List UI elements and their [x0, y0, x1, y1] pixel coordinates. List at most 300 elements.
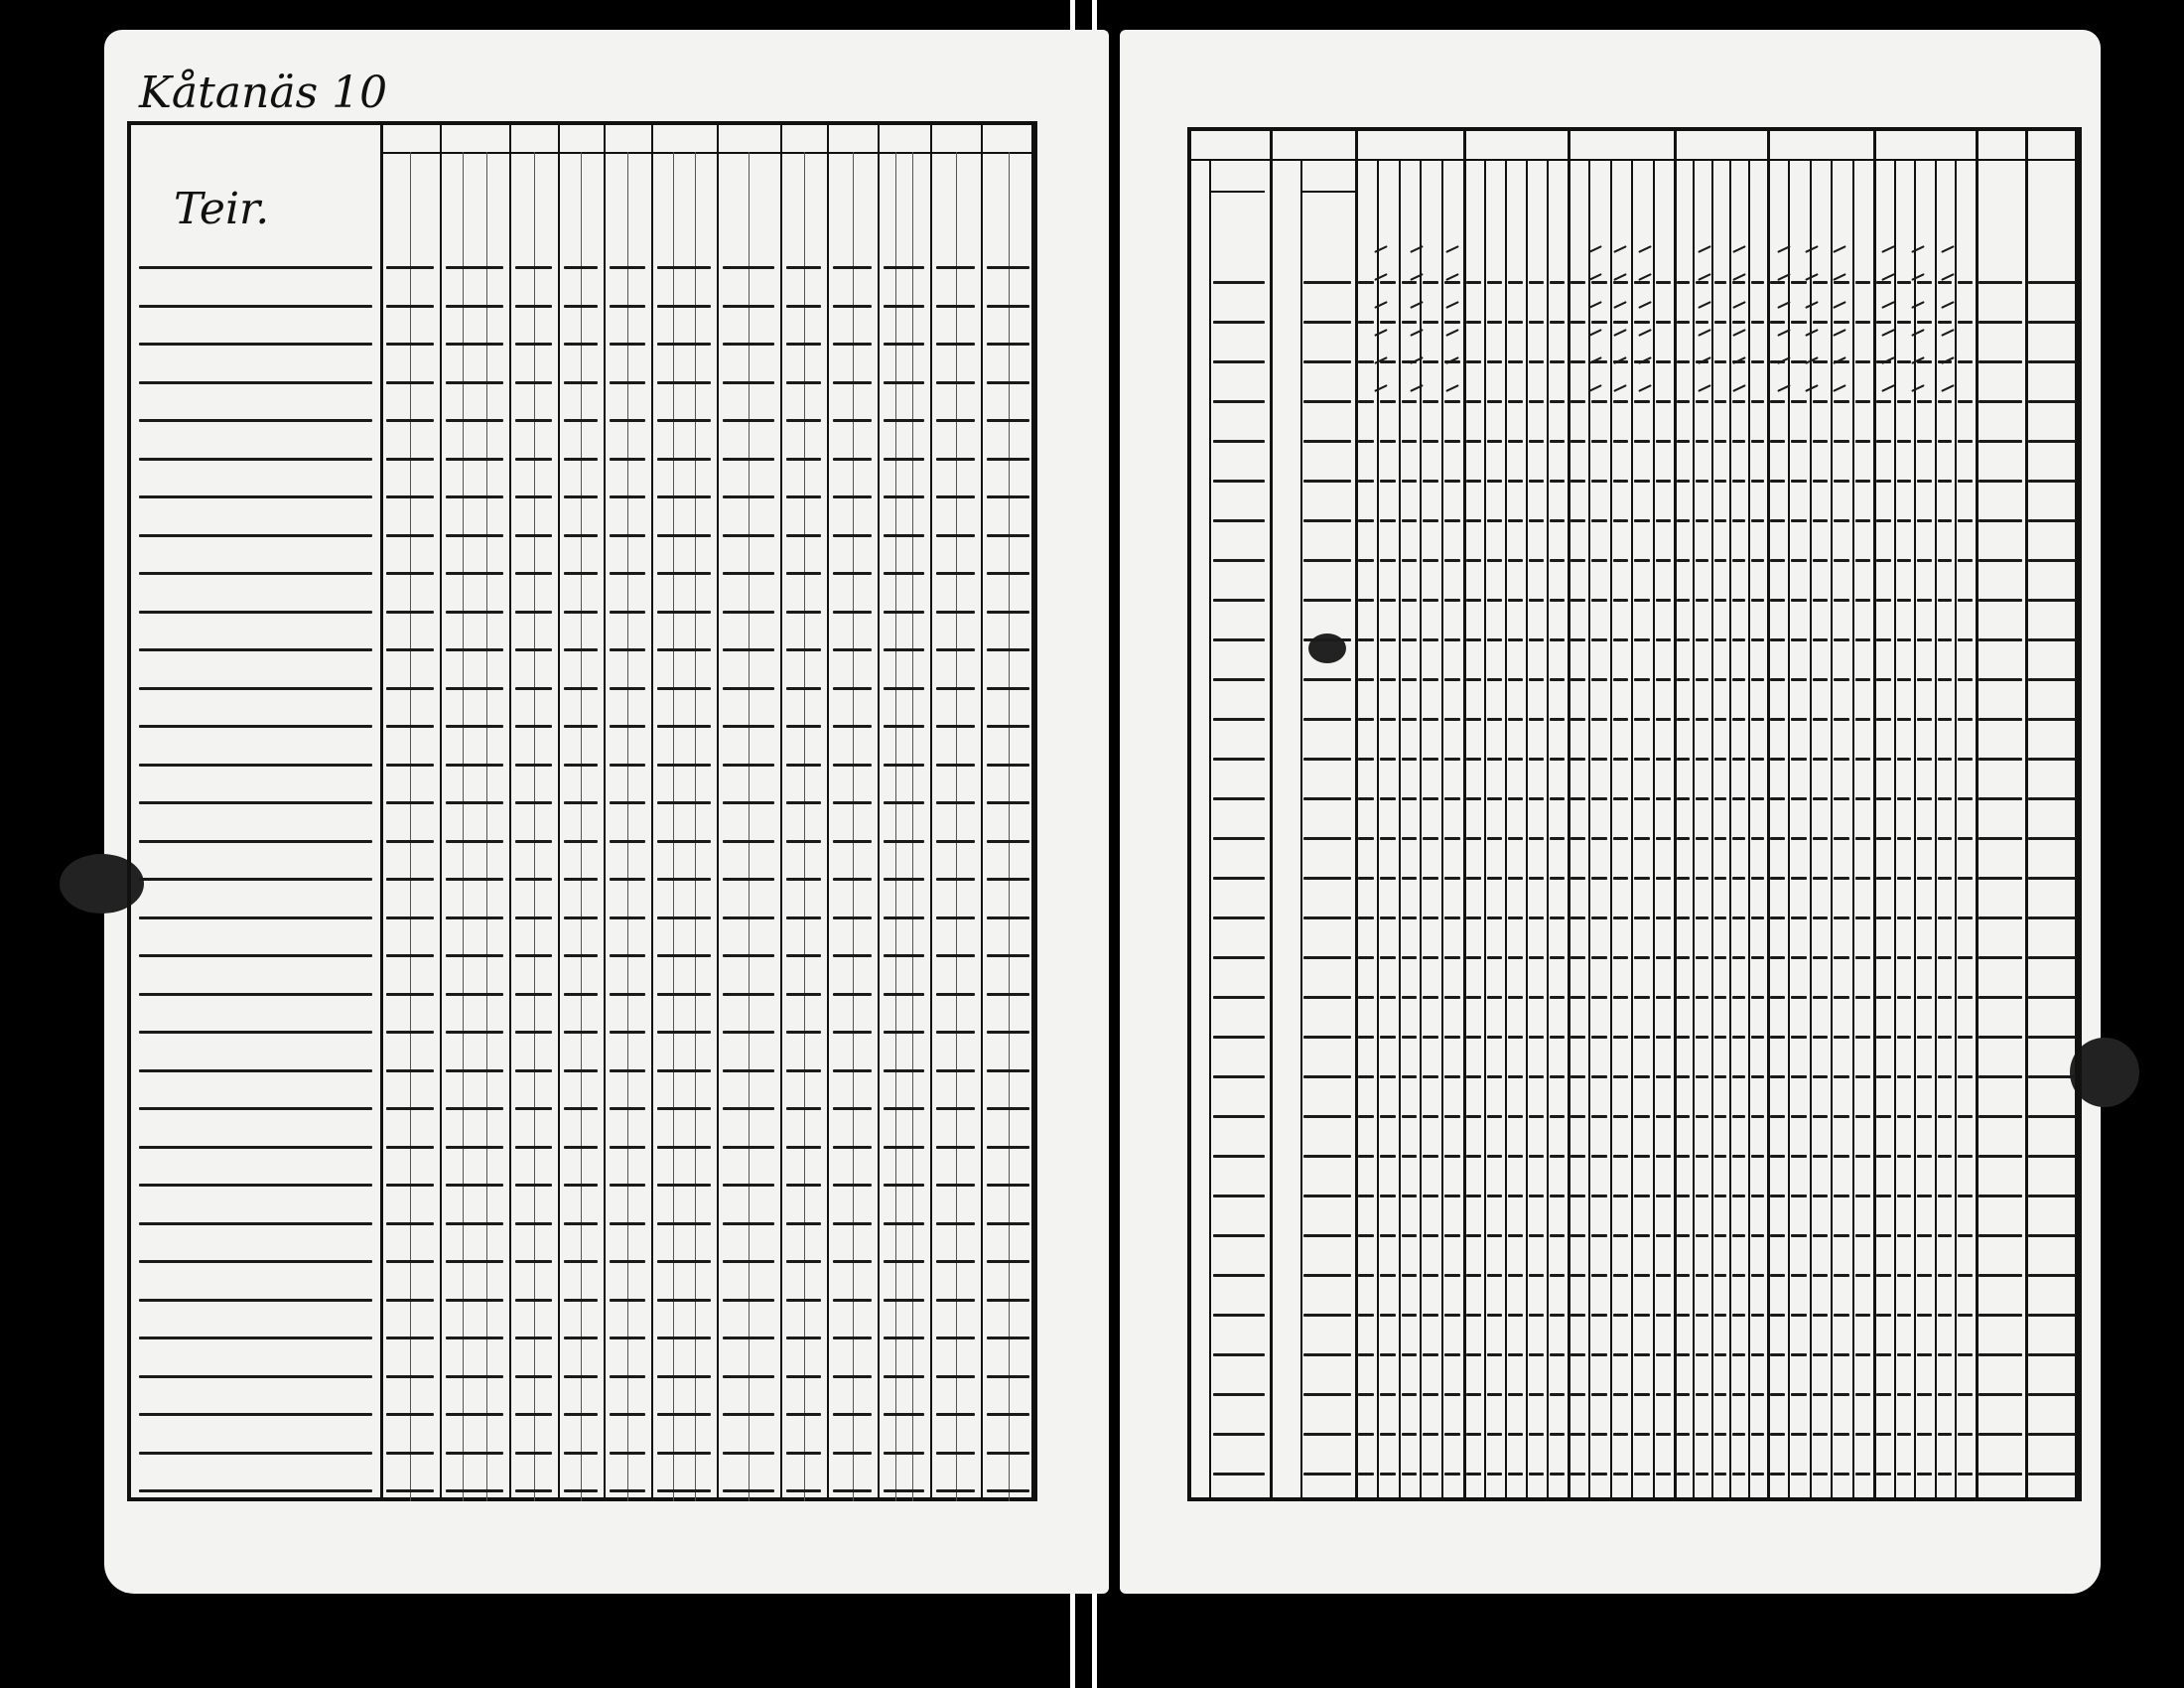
right-row-rule: [1402, 1195, 1418, 1197]
left-row-rule: [610, 1336, 645, 1339]
right-row-rule: [2028, 1234, 2076, 1237]
right-row-rule: [1487, 599, 1502, 602]
left-row-rule: [936, 1146, 975, 1149]
right-row-rule: [1487, 678, 1502, 681]
right-row-rule: [1696, 1115, 1708, 1118]
right-row-rule: [1487, 519, 1502, 522]
right-row-rule: [1979, 480, 2022, 483]
left-row-rule: [987, 1413, 1029, 1416]
right-row-rule-obiit: [1303, 916, 1351, 919]
left-row-rule: [657, 687, 711, 690]
right-row-rule: [1714, 956, 1727, 959]
left-row-rule: [723, 764, 774, 767]
right-row-rule: [1466, 837, 1481, 840]
right-row-rule: [1677, 996, 1690, 999]
right-row-rule: [1613, 678, 1628, 681]
right-row-rule: [1696, 956, 1708, 959]
left-row-rule: [657, 993, 711, 996]
right-row-rule: [1791, 797, 1806, 800]
left-row-rule: [987, 266, 1029, 269]
right-row-rule: [1855, 1195, 1870, 1197]
left-row-rule: [786, 993, 821, 996]
right-row-rule: [1770, 916, 1785, 919]
right-row-rule: [1570, 1433, 1585, 1436]
right-row-rule: [2028, 837, 2076, 840]
left-row-rule: [786, 343, 821, 346]
left-col-divider: [930, 121, 932, 1501]
left-row-rule: [936, 343, 975, 346]
right-row-rule: [1876, 758, 1891, 761]
left-row-rule: [884, 419, 924, 422]
year-subcol-divider: [1729, 159, 1731, 1501]
right-row-rule: [1677, 956, 1690, 959]
left-row-rule: [657, 266, 711, 269]
right-row-rule: [1466, 1234, 1481, 1237]
right-row-rule: [1938, 718, 1953, 721]
left-row-rule: [515, 1452, 552, 1455]
right-row-rule: [1813, 440, 1828, 443]
right-row-rule: [1696, 1274, 1708, 1277]
left-row-rule: [936, 916, 975, 919]
right-row-rule: [1732, 638, 1745, 641]
left-row-rule-name: [139, 458, 372, 461]
right-row-rule: [1958, 281, 1973, 284]
right-row-rule: [1834, 1353, 1848, 1356]
right-row-rule: [1444, 1433, 1460, 1436]
right-row-rule: [1380, 1234, 1396, 1237]
left-row-rule: [936, 1299, 975, 1302]
right-row-rule: [1613, 1433, 1628, 1436]
left-row-rule-name: [139, 1452, 372, 1455]
right-row-rule: [1529, 678, 1544, 681]
left-row-rule: [723, 801, 774, 804]
left-row-rule: [515, 840, 552, 843]
left-row-rule: [564, 1069, 598, 1072]
right-row-rule: [1897, 440, 1912, 443]
left-row-rule: [386, 534, 434, 537]
left-row-rule: [564, 381, 598, 384]
right-row-rule: [1529, 1314, 1544, 1317]
right-row-rule: [1570, 1393, 1585, 1396]
right-row-rule: [1444, 678, 1460, 681]
left-row-rule: [833, 495, 872, 498]
left-row-rule: [446, 1452, 503, 1455]
left-row-rule: [723, 1299, 774, 1302]
right-row-rule: [1487, 916, 1502, 919]
left-row-rule: [446, 801, 503, 804]
right-row-rule: [2028, 758, 2076, 761]
left-row-rule: [833, 1260, 872, 1263]
left-row-rule: [884, 1146, 924, 1149]
left-row-rule: [723, 916, 774, 919]
right-row-rule: [1770, 1433, 1785, 1436]
right-row-rule: [1529, 837, 1544, 840]
left-row-rule: [564, 1184, 598, 1187]
right-row-rule: [1938, 797, 1953, 800]
right-row-rule: [1876, 1433, 1891, 1436]
right-row-rule: [1855, 877, 1870, 880]
right-row-rule: [1529, 1274, 1544, 1277]
right-row-rule: [1855, 718, 1870, 721]
right-row-rule: [1876, 916, 1891, 919]
right-row-rule: [1570, 758, 1585, 761]
left-row-rule: [936, 611, 975, 614]
right-row-rule: [1791, 877, 1806, 880]
right-row-rule: [1466, 797, 1481, 800]
right-row-rule: [1423, 996, 1438, 999]
right-row-rule: [1897, 1234, 1912, 1237]
right-row-rule: [1938, 480, 1953, 483]
right-row-rule: [1855, 1036, 1870, 1039]
left-row-rule-name: [139, 1184, 372, 1187]
right-row-rule: [1714, 400, 1727, 403]
left-row-rule: [987, 993, 1029, 996]
right-row-rule: [1714, 519, 1727, 522]
left-row-rule: [833, 534, 872, 537]
left-row-rule-name: [139, 878, 372, 881]
left-col-divider: [780, 121, 782, 1501]
left-row-rule: [884, 572, 924, 575]
right-row-rule: [1813, 797, 1828, 800]
right-row-rule: [1529, 758, 1544, 761]
left-row-rule: [515, 1222, 552, 1225]
right-row-rule: [1380, 916, 1396, 919]
left-row-rule-name: [139, 648, 372, 651]
right-row-rule: [1813, 1115, 1828, 1118]
right-row-rule: [2028, 559, 2076, 562]
right-row-rule: [1591, 1115, 1606, 1118]
right-row-rule: [1791, 718, 1806, 721]
right-row-rule: [1613, 1353, 1628, 1356]
left-row-rule: [723, 1489, 774, 1492]
right-row-rule: [1508, 956, 1523, 959]
right-row-rule: [1751, 956, 1764, 959]
right-row-rule: [1770, 718, 1785, 721]
right-row-rule: [1770, 480, 1785, 483]
right-row-rule: [1402, 638, 1418, 641]
right-row-rule: [1770, 599, 1785, 602]
right-row-rule: [1677, 797, 1690, 800]
right-row-rule: [1570, 916, 1585, 919]
right-row-rule: [1570, 559, 1585, 562]
right-row-rule: [1358, 1036, 1374, 1039]
right-row-rule: [2028, 678, 2076, 681]
right-row-rule: [1591, 877, 1606, 880]
right-row-rule: [1508, 1234, 1523, 1237]
right-row-rule-natus: [1213, 400, 1265, 403]
right-row-rule: [1508, 996, 1523, 999]
left-row-rule: [657, 916, 711, 919]
right-row-rule: [1487, 440, 1502, 443]
right-row-rule: [1656, 1473, 1671, 1476]
right-row-rule: [1677, 1036, 1690, 1039]
left-col-divider: [981, 121, 983, 1501]
right-row-rule: [1591, 480, 1606, 483]
right-row-rule: [1732, 400, 1745, 403]
right-row-rule: [1876, 1393, 1891, 1396]
right-row-rule: [1466, 599, 1481, 602]
right-row-rule: [1380, 1353, 1396, 1356]
natus-sub-divider: [1209, 159, 1211, 1501]
right-row-rule: [1958, 440, 1973, 443]
right-row-rule: [1958, 837, 1973, 840]
right-row-rule: [1714, 1274, 1727, 1277]
right-row-rule: [1402, 797, 1418, 800]
right-row-rule: [1732, 1473, 1745, 1476]
right-row-rule: [1958, 1274, 1973, 1277]
right-row-rule: [1444, 321, 1460, 324]
right-row-rule: [1358, 956, 1374, 959]
right-row-rule: [1732, 1115, 1745, 1118]
right-row-rule: [1732, 1036, 1745, 1039]
right-row-rule: [1770, 1036, 1785, 1039]
right-row-rule-obiit: [1303, 877, 1351, 880]
right-row-rule: [1402, 837, 1418, 840]
right-row-rule: [1714, 281, 1727, 284]
left-row-rule: [723, 1031, 774, 1034]
obiit-sub-rule: [1300, 191, 1356, 193]
right-row-rule: [1696, 996, 1708, 999]
left-row-rule: [833, 725, 872, 728]
right-row-rule: [1634, 599, 1649, 602]
right-row-rule: [1938, 1393, 1953, 1396]
right-row-rule: [1613, 1473, 1628, 1476]
right-row-rule: [1487, 758, 1502, 761]
right-row-rule: [1855, 996, 1870, 999]
right-row-rule: [1634, 1393, 1649, 1396]
right-row-rule: [1897, 638, 1912, 641]
right-row-rule: [1380, 1195, 1396, 1197]
left-row-rule: [446, 1260, 503, 1263]
left-row-rule: [657, 1222, 711, 1225]
right-row-rule: [1677, 1353, 1690, 1356]
right-row-rule: [1876, 718, 1891, 721]
right-row-rule: [1791, 956, 1806, 959]
left-col-divider: [509, 121, 511, 1501]
right-row-rule: [1714, 758, 1727, 761]
right-row-rule: [1591, 440, 1606, 443]
right-row-rule: [1876, 877, 1891, 880]
year-subcol-divider: [1788, 159, 1790, 1501]
right-row-rule: [1770, 758, 1785, 761]
right-row-rule: [1958, 1115, 1973, 1118]
right-row-rule: [1855, 837, 1870, 840]
left-row-rule-name: [139, 840, 372, 843]
left-row-rule: [564, 916, 598, 919]
left-row-rule: [446, 1375, 503, 1378]
right-row-rule: [1917, 797, 1932, 800]
right-row-rule-obiit: [1303, 758, 1351, 761]
right-row-rule: [1508, 1036, 1523, 1039]
right-row-rule: [1770, 1234, 1785, 1237]
right-row-rule: [1770, 1314, 1785, 1317]
right-row-rule: [1634, 1075, 1649, 1078]
right-row-rule: [1358, 400, 1374, 403]
right-row-rule: [1834, 559, 1848, 562]
right-row-rule: [1732, 480, 1745, 483]
left-row-rule: [515, 1146, 552, 1149]
right-row-rule: [1917, 1115, 1932, 1118]
right-row-rule: [1917, 1195, 1932, 1197]
right-row-rule: [1855, 1353, 1870, 1356]
left-row-rule: [564, 1413, 598, 1416]
right-row-rule-natus: [1213, 638, 1265, 641]
left-row-rule: [884, 266, 924, 269]
right-row-rule: [1444, 837, 1460, 840]
right-row-rule: [1791, 440, 1806, 443]
left-row-rule: [786, 1222, 821, 1225]
right-row-rule: [1917, 559, 1932, 562]
right-row-rule: [1791, 599, 1806, 602]
right-row-rule-obiit: [1303, 1314, 1351, 1317]
right-row-rule: [1423, 678, 1438, 681]
right-row-rule: [2028, 1195, 2076, 1197]
right-row-rule: [1876, 1314, 1891, 1317]
right-row-rule: [1466, 400, 1481, 403]
left-row-rule: [884, 916, 924, 919]
year-subcol-divider: [1505, 159, 1507, 1501]
right-row-rule: [1770, 1115, 1785, 1118]
left-row-rule: [884, 1336, 924, 1339]
right-row-rule: [1550, 758, 1565, 761]
right-row-rule: [1813, 559, 1828, 562]
left-row-rule: [833, 419, 872, 422]
left-row-rule: [936, 305, 975, 308]
right-row-rule: [1751, 1195, 1764, 1197]
right-row-rule: [1402, 519, 1418, 522]
right-row-rule: [1550, 559, 1565, 562]
right-row-rule: [1714, 1195, 1727, 1197]
left-row-rule: [564, 801, 598, 804]
left-row-rule: [610, 878, 645, 881]
right-row-rule: [1696, 718, 1708, 721]
right-row-rule: [1938, 559, 1953, 562]
left-row-rule: [833, 840, 872, 843]
left-row-rule: [515, 1069, 552, 1072]
left-row-rule: [723, 381, 774, 384]
right-row-rule: [1834, 1075, 1848, 1078]
left-col-divider: [878, 121, 880, 1501]
right-row-rule: [1529, 559, 1544, 562]
left-row-rule: [610, 1031, 645, 1034]
left-row-rule: [446, 1489, 503, 1492]
right-row-rule: [1466, 1353, 1481, 1356]
right-row-rule: [1358, 321, 1374, 324]
left-row-rule: [833, 916, 872, 919]
right-row-rule: [1656, 1393, 1671, 1396]
right-row-rule: [1402, 1433, 1418, 1436]
right-row-rule: [1714, 638, 1727, 641]
left-row-rule: [987, 878, 1029, 881]
right-row-rule: [1591, 559, 1606, 562]
right-row-rule: [1550, 360, 1565, 363]
right-row-rule: [1751, 1314, 1764, 1317]
left-row-rule: [936, 993, 975, 996]
right-row-rule: [2028, 1155, 2076, 1158]
right-row-rule-natus: [1213, 1433, 1265, 1436]
left-row-rule: [657, 725, 711, 728]
left-row-rule: [936, 1413, 975, 1416]
right-row-rule: [1876, 480, 1891, 483]
left-row-rule: [987, 534, 1029, 537]
right-row-rule: [1834, 1195, 1848, 1197]
left-row-rule: [564, 840, 598, 843]
right-row-rule: [1696, 1433, 1708, 1436]
left-row-rule: [833, 648, 872, 651]
right-row-rule: [1696, 559, 1708, 562]
right-row-rule: [1487, 1036, 1502, 1039]
left-row-rule: [446, 916, 503, 919]
left-row-rule: [884, 1299, 924, 1302]
right-row-rule-obiit: [1303, 321, 1351, 324]
right-row-rule: [1656, 996, 1671, 999]
right-row-rule: [1917, 440, 1932, 443]
left-row-rule: [936, 381, 975, 384]
left-row-rule: [446, 343, 503, 346]
right-row-rule: [1714, 440, 1727, 443]
right-row-rule: [1813, 837, 1828, 840]
left-row-rule: [446, 1336, 503, 1339]
right-row-rule: [1958, 718, 1973, 721]
right-row-rule-obiit: [1303, 480, 1351, 483]
left-row-rule: [386, 1031, 434, 1034]
right-row-rule: [1897, 797, 1912, 800]
right-row-rule: [1402, 1155, 1418, 1158]
right-row-rule: [1979, 718, 2022, 721]
right-row-rule-obiit: [1303, 996, 1351, 999]
right-row-rule: [1444, 519, 1460, 522]
right-row-rule: [1550, 1036, 1565, 1039]
right-row-rule: [1938, 1234, 1953, 1237]
right-row-rule: [1979, 1234, 2022, 1237]
right-row-rule: [1634, 559, 1649, 562]
right-row-rule-obiit: [1303, 360, 1351, 363]
right-row-rule: [1897, 956, 1912, 959]
right-row-rule: [1613, 440, 1628, 443]
left-row-rule: [987, 458, 1029, 461]
right-row-rule: [1813, 1274, 1828, 1277]
right-row-rule-natus: [1213, 916, 1265, 919]
right-row-rule-natus: [1213, 718, 1265, 721]
right-row-rule: [1358, 1314, 1374, 1317]
right-row-rule: [1423, 956, 1438, 959]
right-row-rule: [1380, 1473, 1396, 1476]
right-row-rule-obiit: [1303, 440, 1351, 443]
right-row-rule: [1529, 599, 1544, 602]
right-row-rule: [1813, 877, 1828, 880]
right-row-rule: [1917, 1075, 1932, 1078]
right-row-rule: [1696, 1393, 1708, 1396]
left-row-rule-name: [139, 534, 372, 537]
right-row-rule: [1591, 1234, 1606, 1237]
right-row-rule: [1791, 1075, 1806, 1078]
right-row-rule: [1613, 1234, 1628, 1237]
right-row-rule: [1897, 321, 1912, 324]
right-row-rule: [1677, 440, 1690, 443]
left-row-rule: [657, 648, 711, 651]
right-row-rule: [1402, 1473, 1418, 1476]
right-row-rule: [1813, 1473, 1828, 1476]
right-row-rule: [1876, 1036, 1891, 1039]
right-row-rule: [1402, 1075, 1418, 1078]
right-row-rule: [1751, 916, 1764, 919]
left-row-rule: [564, 266, 598, 269]
left-row-rule: [987, 764, 1029, 767]
right-row-rule: [1897, 758, 1912, 761]
right-row-rule: [1979, 1115, 2022, 1118]
left-row-rule: [657, 611, 711, 614]
right-row-rule: [1466, 1036, 1481, 1039]
